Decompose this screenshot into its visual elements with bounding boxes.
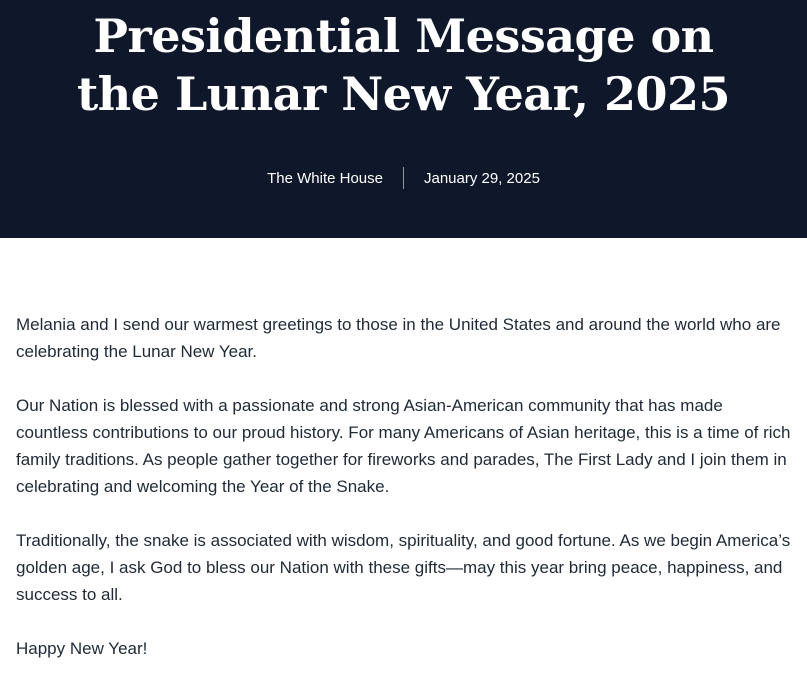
publish-date: January 29, 2025: [423, 169, 540, 187]
page-title: [0, 7, 807, 123]
article-paragraph: Melania and I send our warmest greetings to those in the United States and around the world who are celebrating the Lunar New Year.: [16, 315, 781, 361]
page-header: [0, 0, 807, 238]
author-link[interactable]: The White House: [267, 169, 383, 187]
page-title-line-1: Presidential Message on: [93, 9, 714, 63]
post-meta: [0, 166, 807, 190]
page-title-line-2: the Lunar New Year, 2025: [76, 67, 731, 121]
article-body: [16, 311, 796, 689]
article-paragraph: Happy New Year!: [16, 639, 148, 658]
article-paragraph: Our Nation is blessed with a passionate and strong Asian-American community that has made countless contributions to our proud history. For many Americans of Asian heritage, this is a time of rich family traditions. As people gather together for fireworks and parades, The First Lady and I join them in celebrating and welcoming the Year of the Snake.: [16, 396, 791, 496]
article-paragraph: Traditionally, the snake is associated with wisdom, spirituality, and good fortune. As we begin America’s golden age, I ask God to bless our Nation with these gifts—may this year bring peace, happiness, and success to all.: [16, 531, 791, 604]
